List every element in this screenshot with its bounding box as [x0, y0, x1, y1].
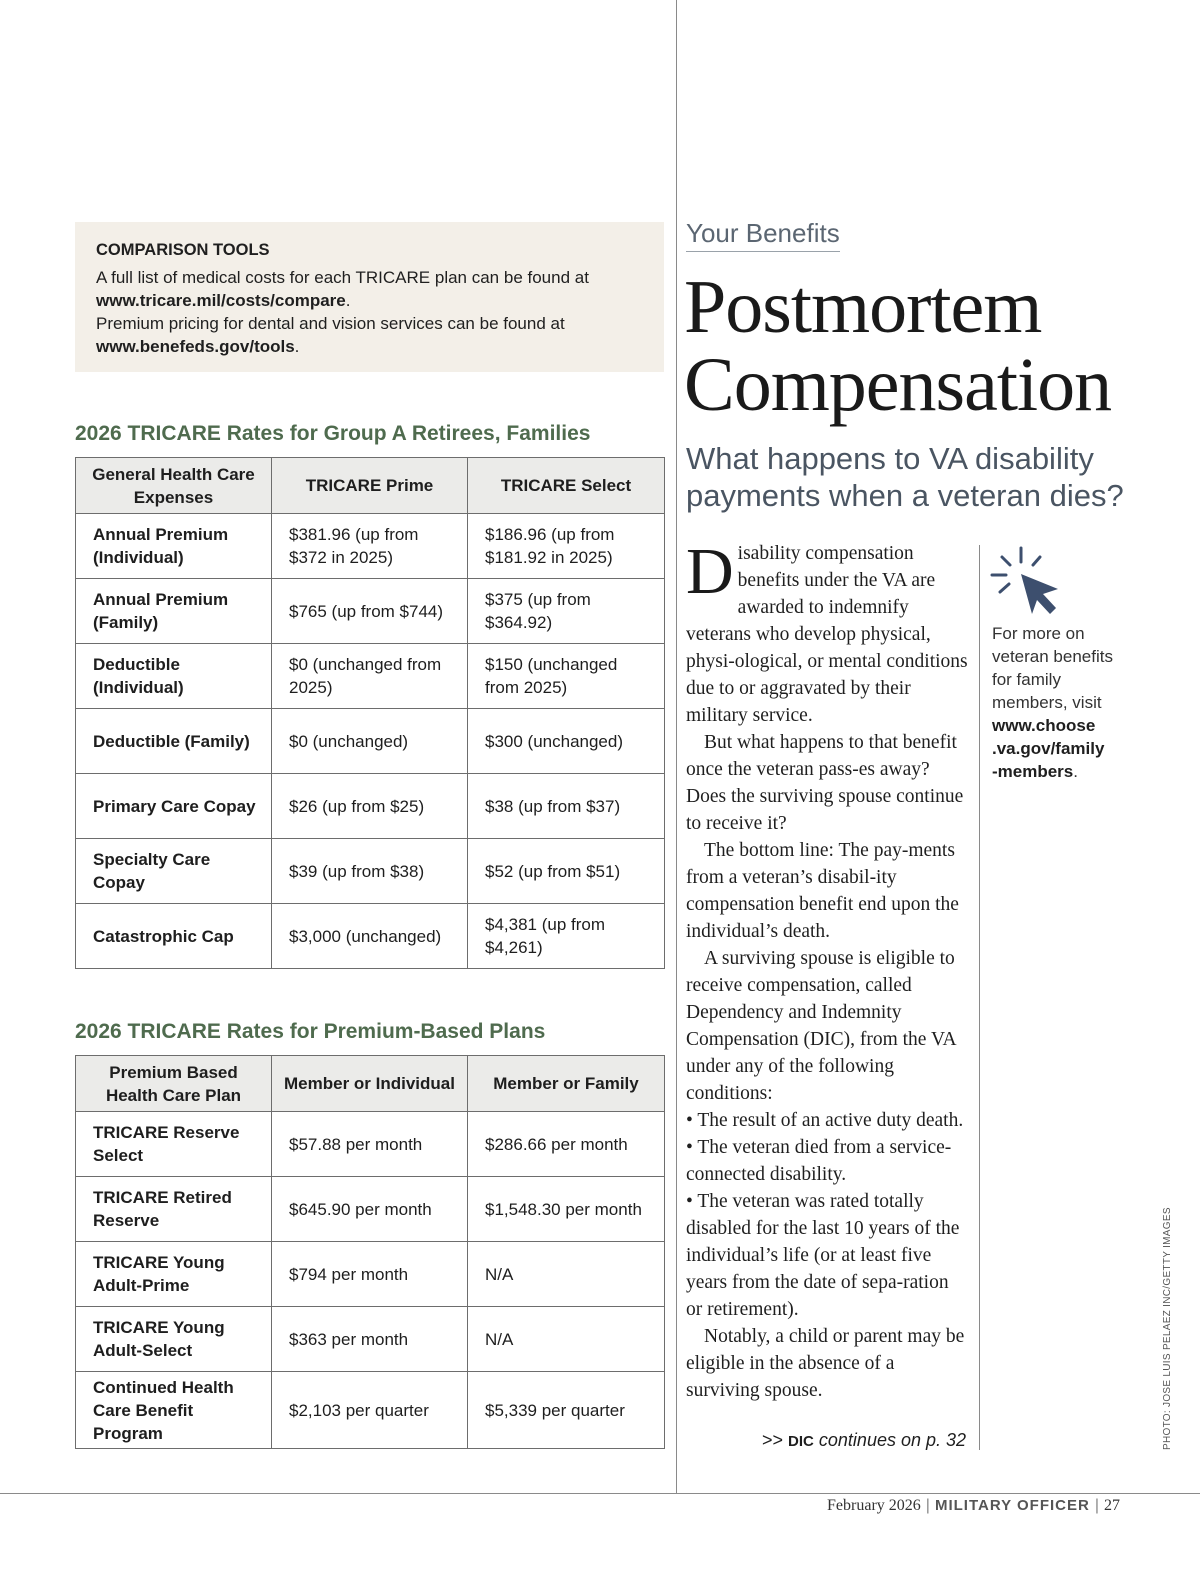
individual-cell: $794 per month: [272, 1242, 468, 1307]
paragraph: A surviving spouse is eligible to receive compensation, called Dependency and Indemnity Compensation (DIC), from the VA under any of the following conditions:: [686, 948, 956, 1104]
select-cell: $375 (up from $364.92): [468, 579, 665, 644]
individual-cell: $57.88 per month: [272, 1112, 468, 1177]
row-label: Deductible (Individual): [76, 644, 272, 709]
family-cell: N/A: [468, 1307, 665, 1372]
prime-cell: $0 (unchanged from 2025): [272, 644, 468, 709]
family-cell: N/A: [468, 1242, 665, 1307]
table-row: [76, 904, 665, 969]
select-cell: $300 (unchanged): [468, 709, 665, 774]
prime-cell: $3,000 (unchanged): [272, 904, 468, 969]
footer-rule: [0, 1493, 1200, 1494]
table-row: [76, 514, 665, 579]
row-label: Primary Care Copay: [76, 774, 272, 839]
table-header-row: [76, 1056, 665, 1112]
sidebar-note: For more on veteran benefits for family members, visit www.choose .va.gov/family -members.: [992, 624, 1113, 781]
family-cell: $1,548.30 per month: [468, 1177, 665, 1242]
paragraph: The bottom line: The pay-ments from a veteran’s disabil-ity compensation benefit end upon the individual’s death.: [686, 840, 959, 942]
comparison-tools-box: [75, 222, 664, 372]
row-label: Deductible (Family): [76, 709, 272, 774]
table2-title: 2026 TRICARE Rates for Premium-Based Plans: [75, 1020, 546, 1043]
row-label: Continued Health Care Benefit Program: [76, 1372, 272, 1449]
row-label: TRICARE Retired Reserve: [76, 1177, 272, 1242]
bullet-item: • The result of an active duty death.: [686, 1110, 964, 1131]
table-row: [76, 1112, 665, 1177]
prime-cell: $0 (unchanged): [272, 709, 468, 774]
group-a-rates-table: [75, 457, 665, 969]
row-label: TRICARE Young Adult-Prime: [76, 1242, 272, 1307]
table-row: [76, 774, 665, 839]
column-header: TRICARE Prime: [272, 458, 468, 514]
cursor-click-icon: [988, 544, 1064, 618]
select-cell: $186.96 (up from $181.92 in 2025): [468, 514, 665, 579]
select-cell: $52 (up from $51): [468, 839, 665, 904]
select-cell: $4,381 (up from $4,261): [468, 904, 665, 969]
prime-cell: $26 (up from $25): [272, 774, 468, 839]
comparison-tools-title: COMPARISON TOOLS: [96, 241, 270, 259]
paragraph: Notably, a child or parent may be eligible in the absence of a surviving spouse.: [686, 1326, 965, 1401]
individual-cell: $2,103 per quarter: [272, 1372, 468, 1449]
bullet-item: • The veteran died from a service-connected disability.: [686, 1137, 952, 1185]
photo-credit: PHOTO: JOSE LUIS PELAEZ INC/GETTY IMAGES: [1162, 1207, 1173, 1450]
sidebar-rule: [979, 545, 980, 1450]
article-body: [686, 535, 968, 1404]
individual-cell: $645.90 per month: [272, 1177, 468, 1242]
table-row: [76, 1177, 665, 1242]
continued-line[interactable]: >> DIC continues on p. 32: [762, 1430, 967, 1450]
article-headline: Postmortem Compensation: [684, 265, 1112, 427]
individual-cell: $363 per month: [272, 1307, 468, 1372]
table-row: [76, 1372, 665, 1449]
prime-cell: $381.96 (up from $372 in 2025): [272, 514, 468, 579]
comparison-line-1: A full list of medical costs for each TRICARE plan can be found at www.tricare.mil/costs/compare.: [96, 268, 589, 310]
row-label: TRICARE Reserve Select: [76, 1112, 272, 1177]
family-cell: $5,339 per quarter: [468, 1372, 665, 1449]
premium-plans-table: [75, 1055, 665, 1449]
family-cell: $286.66 per month: [468, 1112, 665, 1177]
table-row: [76, 839, 665, 904]
page-number: 27: [1104, 1497, 1120, 1514]
row-label: Specialty Care Copay: [76, 839, 272, 904]
bullet-item: • The veteran was rated totally disabled for the last 10 years of the individual’s life (or at least five years from the date of sepa-ration or retirement).: [686, 1191, 960, 1320]
row-label: Annual Premium (Family): [76, 579, 272, 644]
column-header: Member or Individual: [272, 1056, 468, 1112]
row-label: TRICARE Young Adult-Select: [76, 1307, 272, 1372]
table-row: [76, 579, 665, 644]
magazine-name: MILITARY OFFICER: [934, 1497, 1090, 1514]
benefeds-tools-link[interactable]: www.benefeds.gov/tools: [96, 337, 295, 356]
select-cell: $38 (up from $37): [468, 774, 665, 839]
row-label: Annual Premium (Individual): [76, 514, 272, 579]
table-row: [76, 644, 665, 709]
table-row: [76, 1242, 665, 1307]
table-row: [76, 1307, 665, 1372]
table-header-row: [76, 458, 665, 514]
column-header: Member or Family: [468, 1056, 665, 1112]
paragraph: Disability compensation benefits under the VA are awarded to indemnify veterans who develop physical, physi-ological, or mental conditions due to or aggravated by their military service.: [686, 535, 968, 726]
page-footer: February 2026 | MILITARY OFFICER | 27: [827, 1497, 1120, 1514]
prime-cell: $39 (up from $38): [272, 839, 468, 904]
article-deck: What happens to VA disability payments when a veteran dies?: [686, 441, 1124, 513]
section-kicker: Your Benefits: [686, 218, 840, 252]
table1-title: 2026 TRICARE Rates for Group A Retirees, Families: [75, 422, 591, 445]
issue-date: February 2026: [827, 1497, 921, 1514]
tricare-compare-link[interactable]: www.tricare.mil/costs/compare: [96, 291, 346, 310]
column-header: TRICARE Select: [468, 458, 665, 514]
column-header: Premium Based Health Care Plan: [76, 1056, 272, 1112]
prime-cell: $765 (up from $744): [272, 579, 468, 644]
drop-cap: D: [686, 535, 734, 608]
choose-va-link[interactable]: www.choose .va.gov/family -members: [992, 716, 1105, 781]
paragraph: But what happens to that benefit once the veteran pass-es away? Does the surviving spouse continue to receive it?: [686, 732, 964, 834]
select-cell: $150 (unchanged from 2025): [468, 644, 665, 709]
row-label: Catastrophic Cap: [76, 904, 272, 969]
comparison-line-2: Premium pricing for dental and vision services can be found at www.benefeds.gov/tools.: [96, 314, 565, 356]
table-row: [76, 709, 665, 774]
column-header: General Health Care Expenses: [76, 458, 272, 514]
column-divider: [676, 0, 677, 1493]
